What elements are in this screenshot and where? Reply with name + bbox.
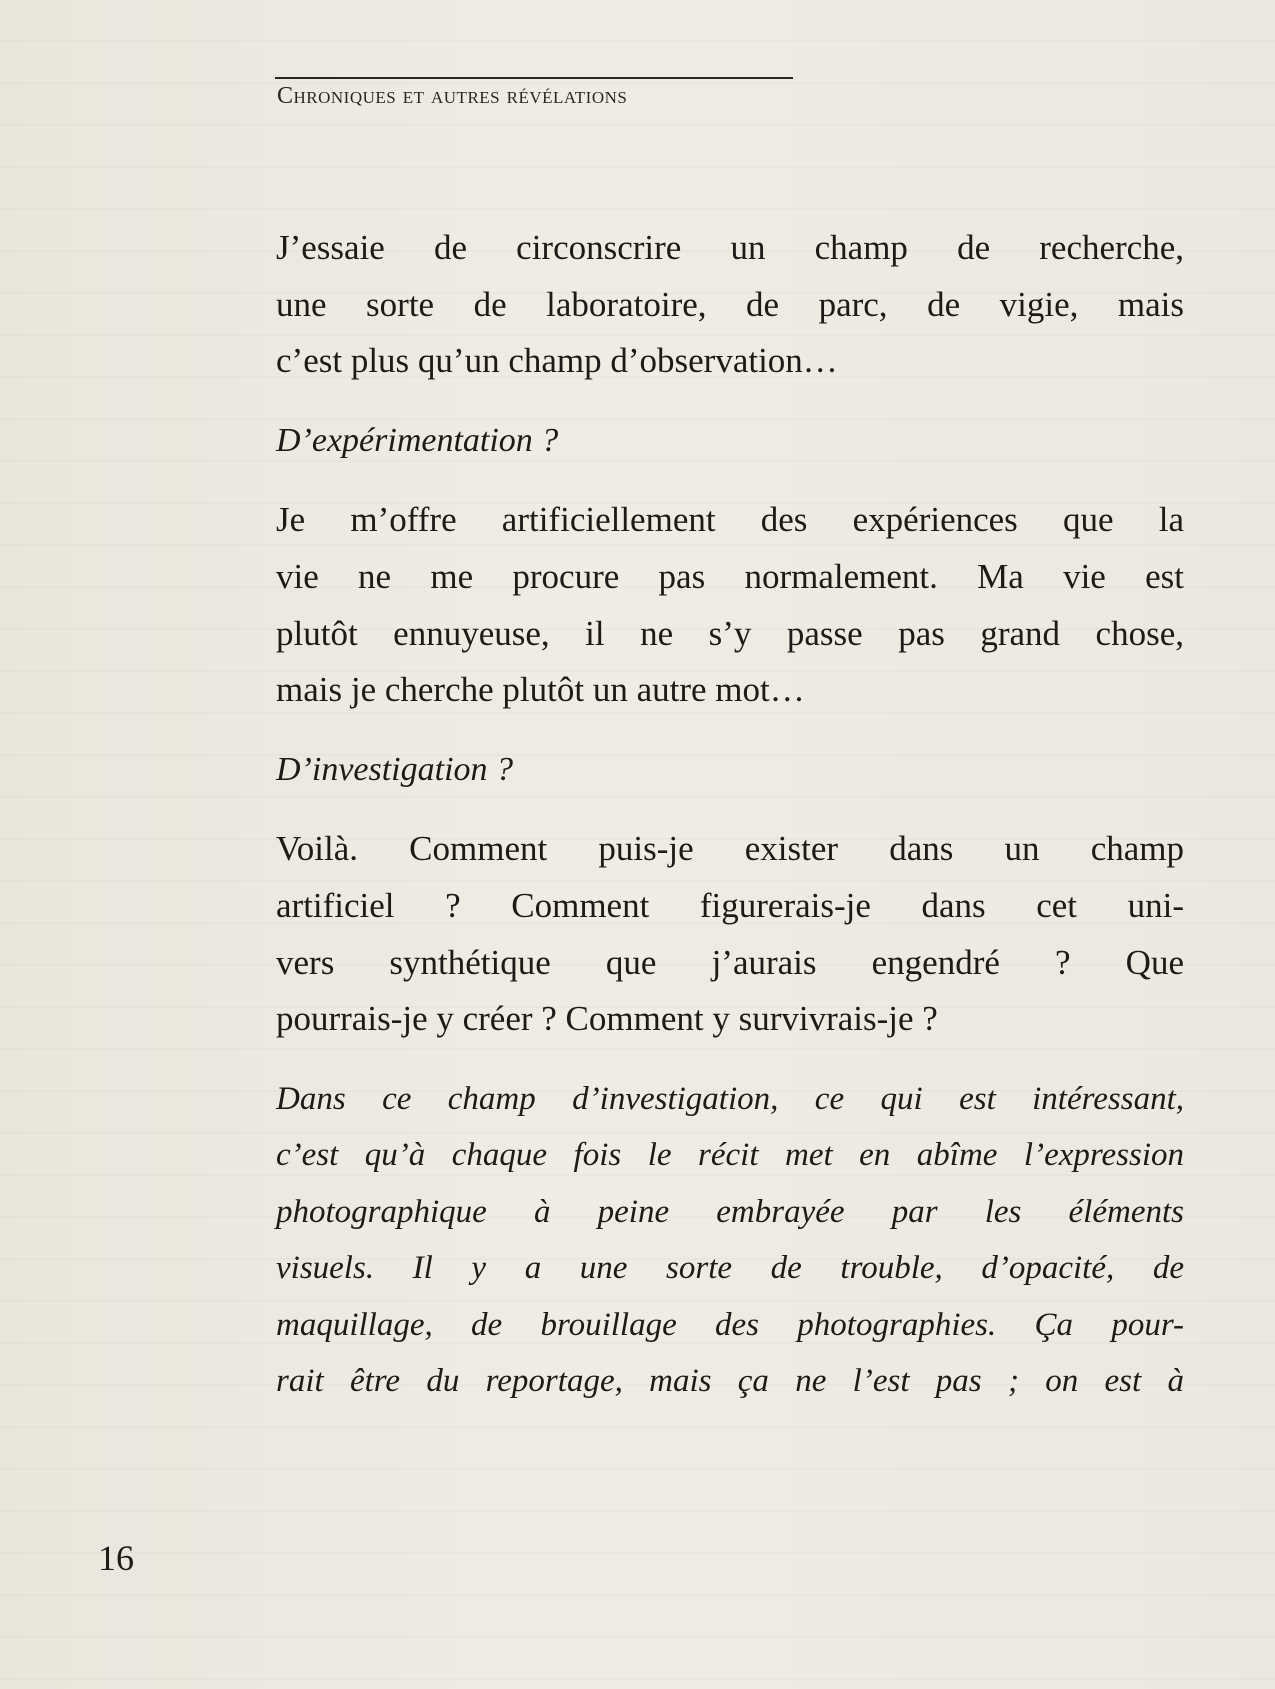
text-line: rait être du reportage, mais ça ne l’est pas ; on est à: [276, 1363, 1184, 1400]
page-number: 16: [98, 1538, 134, 1578]
answer-paragraph-1: [276, 220, 1184, 390]
question-1: [276, 413, 1184, 470]
answer-paragraph-2: [276, 492, 1184, 718]
running-head: Chroniques et autres révélations: [277, 83, 628, 109]
text-line: J’essaie de circonscrire un champ de recherche,: [276, 228, 1184, 267]
text-line: mais je cherche plutôt un autre mot…: [276, 670, 805, 710]
text-line: maquillage, de brouillage des photographies. Ça pour-: [276, 1306, 1184, 1343]
text-line: Dans ce champ d’investigation, ce qui est intéressant,: [276, 1080, 1184, 1117]
text-line: vers synthétique que j’aurais engendré ? Que: [276, 942, 1184, 982]
text-line: c’est plus qu’un champ d’observation…: [276, 341, 838, 381]
question-2: [276, 742, 1184, 799]
body-text: [276, 220, 1184, 1410]
text-line: Voilà. Comment puis-je exister dans un champ: [276, 829, 1184, 869]
text-line: plutôt ennuyeuse, il ne s’y passe pas grand chose,: [276, 613, 1184, 653]
commentary-paragraph: [276, 1071, 1184, 1410]
text-line: une sorte de laboratoire, de parc, de vigie, mais: [276, 284, 1184, 324]
text-line: visuels. Il y a une sorte de trouble, d’opacité, de: [276, 1250, 1184, 1287]
text-line: c’est qu’à chaque fois le récit met en abîme l’expression: [276, 1137, 1184, 1174]
header-rule: [275, 77, 793, 79]
text-line: artificiel ? Comment figurerais-je dans cet uni-: [276, 885, 1184, 925]
text-line: D’investigation ?: [276, 750, 514, 788]
text-line: pourrais-je y créer ? Comment y survivrais-je ?: [276, 999, 938, 1039]
text-line: Je m’offre artificiellement des expériences que la: [276, 500, 1184, 540]
text-line: vie ne me procure pas normalement. Ma vie est: [276, 556, 1184, 596]
text-line: D’expérimentation ?: [276, 421, 559, 459]
answer-paragraph-3: [276, 821, 1184, 1047]
text-line: photographique à peine embrayée par les éléments: [276, 1193, 1184, 1230]
